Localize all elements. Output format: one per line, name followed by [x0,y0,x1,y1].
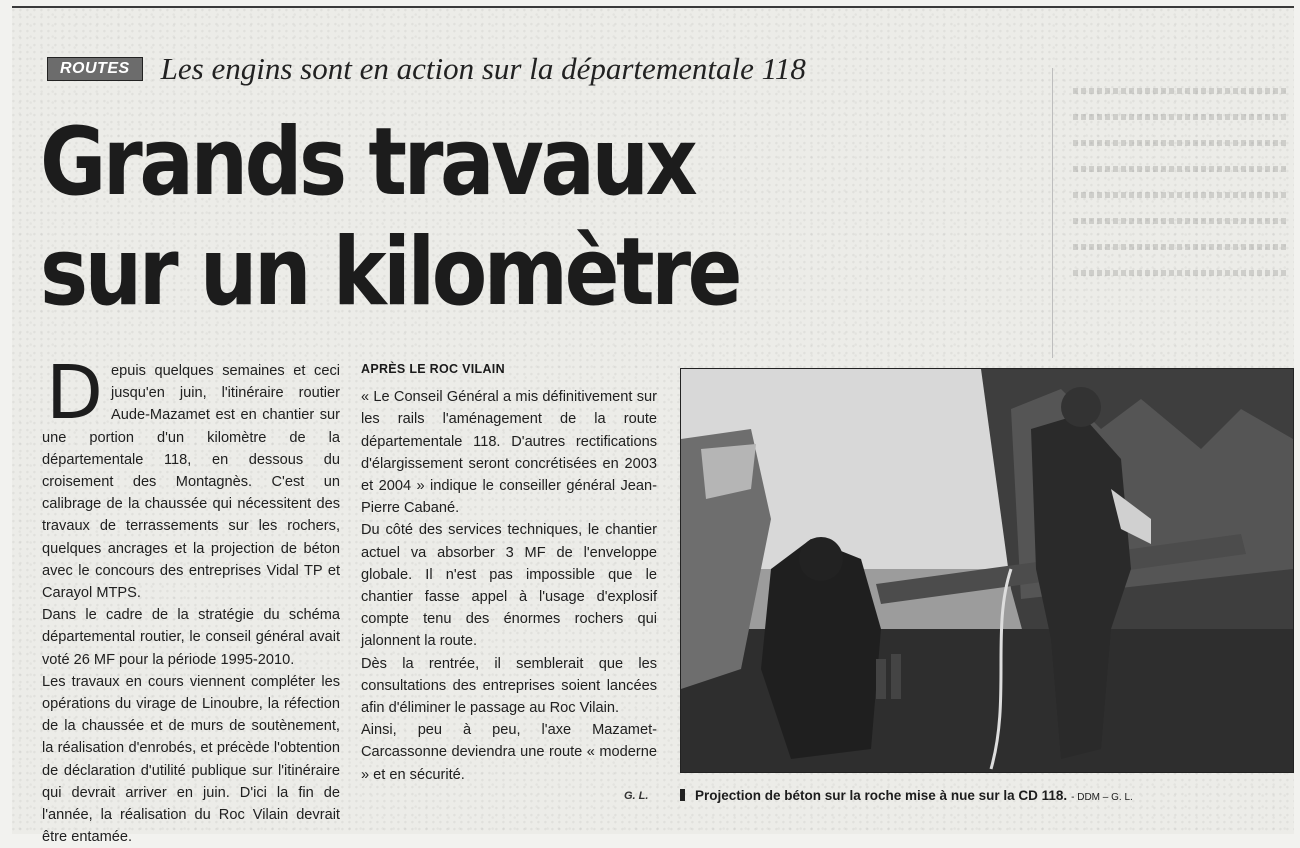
paragraph: Ainsi, peu à peu, l'axe Mazamet-Carcassonne deviendra une route « moderne » et en sécurité. [361,722,657,783]
photo-caption [680,788,1300,803]
subhead: APRÈS LE ROC VILAIN [361,362,505,376]
bleed-through-area [1052,68,1300,358]
paragraph: Dans le cadre de la stratégie du schéma départemental routier, le conseil général avait voté 26 MF pour la période 1995-2010. [42,607,340,668]
caption-credit: - DDM – G. L. [1071,792,1133,803]
headline-line-1: Grands travaux [40,108,695,217]
kicker [47,51,806,86]
ghost-print [803,108,1283,368]
headline-line-2: sur un kilomètre [40,218,740,327]
article-column-2 [361,358,657,786]
caption-marker-icon [680,789,685,801]
drop-cap: D [46,350,103,436]
paragraph: Les travaux en cours viennent compléter les opérations du virage de Linoubre, la réfection de la chaussée et de murs de soutènement, la réalisation d'enrobés, et précède l'obtention de déclaration d'utilité publique sur l'itinéraire qui devrait arriver en juin. D'ici la fin de l'année, la réalisation du Roc Vilain devrait être entamée. [42,673,340,846]
section-tag: ROUTES [47,57,143,81]
kicker-subtitle: Les engins sont en action sur la départementale 118 [160,51,806,86]
headline [40,108,745,328]
paragraph: Depuis quelques semaines et ceci jusqu'en juin, l'itinéraire routier Aude-Mazamet est en chantier sur une portion d'un kilomètre de la départementale 118, en dessous du croisement des Montagnès. C'est un calibrage de la chaussée qui nécessitent des travaux de terrassements sur les rochers, quelques ancrages et la projection de béton avec le concours des entreprises Vidal TP et Carayol MTPS. [42,350,340,602]
paragraph: Du côté des services techniques, le chantier actuel va absorber 3 MF de l'enveloppe globale. Il n'est pas impossible que le chantier fasse appel à l'usage d'explosif compte tenu des énormes rochers qui jalonnent la route. [361,522,657,650]
paragraph: Dès la rentrée, il semblerait que les consultations des entreprises soient lancées afin d'éliminer le passage au Roc Vilain. [361,655,657,717]
paragraph: « Le Conseil Général a mis définitivement sur les rails l'aménagement de la route départementale 118. D'autres rectifications d'élargissement seront concrétisées en 2003 et 2004 » indique le conseiller général Jean-Pierre Cabané. [361,389,657,517]
caption-text: Projection de béton sur la roche mise à nue sur la CD 118. [695,788,1068,803]
article-photo [680,368,1294,773]
author-signature: G. L. [624,790,649,802]
photo-illustration [681,369,1293,772]
article-column-1 [42,350,340,848]
newspaper-clipping [12,6,1294,846]
